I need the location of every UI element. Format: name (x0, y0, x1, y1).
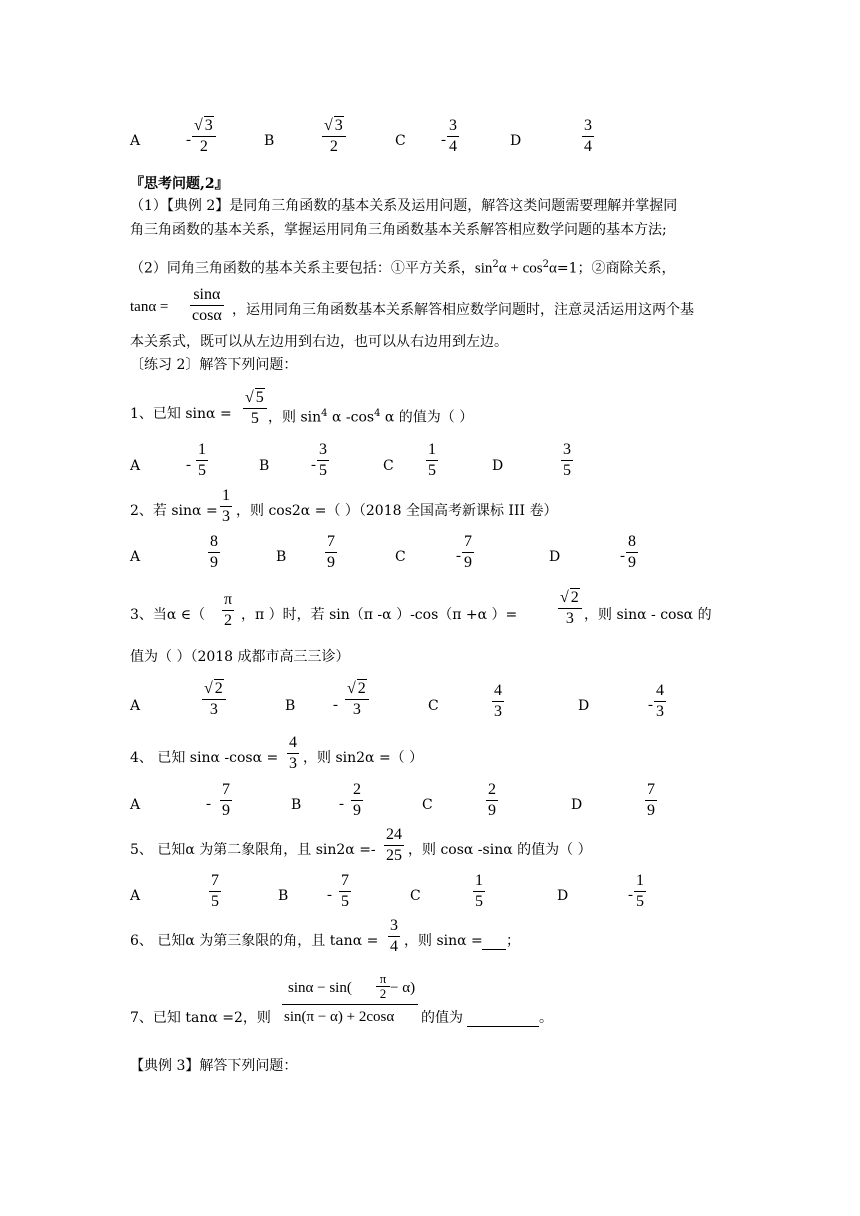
q5-option-a-fraction (209, 871, 221, 912)
q0-option-d-den: 4 (584, 138, 592, 155)
q0-option-c-fraction (447, 116, 459, 157)
q2-option-b-fraction (325, 532, 337, 573)
practice-title: 〔练习 2〕解答下列问题： (130, 357, 298, 373)
q4-option-c-den: 9 (488, 802, 496, 819)
q0-option-b-fraction: √ 3 2 (322, 116, 346, 157)
q4-option-d-letter: D (571, 797, 583, 813)
think-p2-line1 (130, 256, 676, 278)
q6-post: ，则 sinα = (404, 933, 483, 949)
q0-option-b-letter: B (264, 133, 275, 149)
q4-option-c-letter: C (422, 797, 433, 813)
q1-option-a-sign: - (186, 457, 191, 473)
q4-option-b-den: 9 (353, 802, 361, 819)
q1-option-c-den: 5 (428, 462, 436, 479)
q7-end: 。 (539, 1010, 553, 1026)
q5-option-d-num: 1 (636, 872, 644, 889)
q2-option-a-num: 8 (210, 533, 218, 550)
think-p2-plus: + (506, 260, 523, 277)
q1-option-a-letter: A (130, 458, 141, 474)
think-p2-quotient-den: cosα (192, 307, 222, 324)
q2-option-d-num: 8 (628, 533, 636, 550)
q6-value-den: 4 (390, 938, 398, 955)
q4-option-b-num: 2 (353, 781, 361, 798)
q5-pre: 5、 已知α 为第二象限角，且 sin2α =- (130, 842, 376, 858)
q3-option-c-letter: C (428, 698, 439, 714)
q3-option-c-num: 4 (494, 682, 502, 699)
q2-pre: 2、若 sinα = (130, 503, 218, 519)
q4-value-den: 3 (289, 755, 297, 772)
q1-pre: 1、已知 sinα = (130, 406, 232, 422)
q1-option-a-den: 5 (198, 462, 206, 479)
q7-fraction (282, 971, 418, 1034)
q2-option-a-letter: A (130, 549, 141, 565)
q3-option-d-num: 4 (656, 682, 664, 699)
q5-option-c-num: 1 (475, 872, 483, 889)
q1-mid2: α -cos (331, 409, 375, 426)
q3-option-b-letter: B (285, 698, 296, 714)
q3-option-a-letter: A (130, 698, 141, 714)
q4-option-b-letter: B (291, 797, 302, 813)
think-p2-sq1: 2 (492, 259, 499, 270)
q6-value-fraction (388, 916, 400, 957)
think-heading: 『思考问题,2』 (130, 176, 229, 192)
q0-option-d-num: 3 (584, 117, 592, 134)
q3-option-c-den: 3 (494, 703, 502, 720)
q5-option-a-letter: A (130, 888, 141, 904)
q3-pi-den: 2 (224, 612, 233, 629)
q0-option-a-den: 2 (199, 138, 208, 155)
q5-option-b-fraction (339, 871, 351, 912)
q4-pre: 4、 已知 sinα -cosα = (130, 750, 279, 766)
q5-option-d-letter: D (557, 888, 569, 904)
think-p2-quotient-num: sinα (193, 286, 221, 303)
q4-option-c-num: 2 (488, 781, 496, 798)
q1-mid: ，则 sin (268, 409, 322, 426)
example3-title: 【典例 3】解答下列问题： (130, 1058, 298, 1074)
q4-option-d-fraction (645, 780, 657, 821)
q3-option-b-den: 3 (352, 701, 361, 718)
q5-option-c-letter: C (410, 888, 421, 904)
q6-answer-blank[interactable] (482, 932, 506, 950)
q7-num-a: sinα − sin( (288, 980, 352, 996)
q3-option-d-fraction (654, 681, 666, 722)
q3-option-b-num: 2 (357, 680, 366, 697)
q5-option-a-num: 7 (211, 872, 219, 889)
q4-option-b-sign: - (339, 796, 344, 812)
q7-den: sin(π − α) + 2cosα (284, 1009, 395, 1025)
q4-value-num: 4 (289, 734, 297, 751)
q0-option-c-den: 4 (449, 138, 457, 155)
q4-option-a-num: 7 (222, 781, 230, 798)
q1-option-b-sign: - (311, 457, 316, 473)
think-p2-intro: （2）同角三角函数的基本关系主要包括：①平方关系， (130, 260, 475, 277)
think-p2-tan: tanα = (130, 299, 169, 315)
q6-end: ； (506, 933, 520, 949)
q7-num-pi: π (379, 971, 387, 986)
q7-num-b: − α) (390, 980, 416, 996)
q5-option-a-den: 5 (211, 893, 219, 910)
think-p2-alpha2: α (549, 260, 557, 277)
q2-option-d-letter: D (549, 549, 561, 565)
q0-option-a-fraction: √ 3 2 (192, 116, 216, 157)
q3-value-den: 3 (565, 610, 574, 627)
q1-option-b-den: 5 (319, 462, 327, 479)
q2-option-d-den: 9 (628, 554, 636, 571)
q5-option-d-den: 5 (636, 893, 644, 910)
q5-option-b-letter: B (278, 888, 289, 904)
q0-option-c-num: 3 (449, 117, 457, 134)
q3-pi-num: π (224, 591, 233, 608)
q0-option-d-letter: D (510, 133, 522, 149)
q3-mid: ，π ）时，若 sin（π -α ）-cos（π +α ）= (241, 607, 518, 623)
q3-option-d-letter: D (578, 698, 590, 714)
q2-option-d-sign: - (620, 548, 625, 564)
q2-option-a-fraction (208, 532, 220, 573)
q1-value-num: 5 (255, 389, 264, 406)
q2-value-fraction (220, 486, 232, 527)
q1-option-c-letter: C (383, 458, 394, 474)
q1-option-a-fraction (196, 440, 208, 481)
q7-num-two: 2 (379, 986, 387, 1001)
q5-value-den: 25 (386, 847, 402, 864)
q1-option-b-fraction (317, 440, 329, 481)
q1-option-d-fraction (561, 440, 573, 481)
think-p2-sq2: 2 (542, 259, 549, 270)
q3-option-b-sign: - (333, 697, 338, 713)
q4-option-a-fraction (220, 780, 232, 821)
think-p2-eq1: =1；②商除关系， (556, 260, 676, 277)
q3-interval-fraction (222, 590, 234, 631)
q0-option-a-num: 3 (204, 117, 213, 134)
q3-value-num: 2 (570, 589, 579, 606)
q0-option-d-fraction (582, 116, 594, 157)
q5-option-c-den: 5 (475, 893, 483, 910)
q2-post: ，则 cos2α =（ ）（2018 全国高考新课标 III 卷） (236, 503, 558, 519)
think-p2-line2: ，运用同角三角函数基本关系解答相应数学问题时，注意灵活运用这两个基 (232, 302, 694, 318)
q5-option-c-fraction (473, 871, 485, 912)
q4-option-b-fraction (351, 780, 363, 821)
q5-option-b-num: 7 (341, 872, 349, 889)
q6-value-num: 3 (390, 917, 398, 934)
q1-end: α 的值为（ ） (384, 409, 474, 426)
q0-option-a-sign: - (186, 132, 191, 148)
q1-stem (268, 405, 473, 427)
q5-option-d-sign: - (628, 887, 633, 903)
think-p2-sin: sin (474, 260, 493, 277)
q2-option-b-den: 9 (327, 554, 335, 571)
q3-line2: 值为（ ）（2018 成都市高三三诊） (130, 649, 350, 665)
q3-option-b-fraction: √ 2 3 (345, 679, 369, 720)
q3-pre: 3、当α ∈（ (130, 607, 206, 623)
q1-option-c-fraction (426, 440, 438, 481)
q2-option-c-num: 7 (464, 533, 472, 550)
q5-value-fraction (384, 825, 404, 866)
q1-option-c-num: 1 (428, 441, 436, 458)
q6-pre: 6、 已知α 为第三象限的角，且 tanα = (130, 933, 379, 949)
q5-value-num: 24 (386, 826, 402, 843)
q4-option-d-num: 7 (647, 781, 655, 798)
think-p1-line2: 角三角函数的基本关系，掌握运用同角三角函数基本关系解答相应数学问题的基本方法; (130, 222, 667, 238)
q3-post: ，则 sinα - cosα 的 (584, 607, 712, 623)
q1-value-fraction: √ 5 5 (243, 388, 267, 429)
q3-option-c-fraction (492, 681, 504, 722)
q1-option-b-letter: B (259, 458, 270, 474)
q0-option-b-den: 2 (329, 138, 338, 155)
q1-value-den: 5 (250, 410, 259, 427)
q5-option-b-den: 5 (341, 893, 349, 910)
q4-value-fraction (287, 733, 299, 774)
q2-value-num: 1 (222, 487, 230, 504)
q4-option-a-sign: - (206, 796, 211, 812)
q2-option-a-den: 9 (210, 554, 218, 571)
q3-value-fraction: √ 2 3 (558, 588, 582, 629)
q3-option-d-sign: - (648, 697, 653, 713)
q1-option-d-den: 5 (563, 462, 571, 479)
q0-option-c-letter: C (395, 133, 406, 149)
q5-post: ，则 cosα -sinα 的值为（ ） (408, 842, 592, 858)
q0-option-a-letter: A (130, 133, 141, 149)
q3-option-d-den: 3 (656, 703, 664, 720)
q2-option-b-num: 7 (327, 533, 335, 550)
think-p2-cos: cos (522, 260, 543, 277)
think-p2-quotient (190, 285, 224, 326)
q4-option-d-den: 9 (647, 802, 655, 819)
q2-option-c-den: 9 (464, 554, 472, 571)
q1-exp2: 4 (374, 408, 381, 419)
think-p2-alpha1: α (498, 260, 507, 277)
q3-option-a-num: 2 (214, 680, 223, 697)
think-p2-line3: 本关系式，既可以从左边用到右边，也可以从右边用到左边。 (130, 334, 508, 350)
q2-option-c-fraction (462, 532, 474, 573)
think-p1-line1: （1）【典例 2】是同角三角函数的基本关系及运用问题，解答这类问题需要理解并掌握同 (130, 198, 678, 214)
q0-option-b-num: 3 (334, 117, 343, 134)
q1-option-b-num: 3 (319, 441, 327, 458)
q4-option-a-den: 9 (222, 802, 230, 819)
q4-post: ，则 sin2α =（ ） (303, 750, 424, 766)
q2-value-den: 3 (222, 508, 230, 525)
q2-option-c-letter: C (395, 549, 406, 565)
q1-option-a-num: 1 (198, 441, 206, 458)
q7-answer-blank[interactable] (467, 1009, 539, 1027)
q0-option-c-sign: - (441, 132, 446, 148)
q2-option-c-sign: - (456, 548, 461, 564)
q7-num-pi-frac (376, 972, 390, 1001)
q4-option-a-letter: A (130, 797, 141, 813)
q2-option-d-fraction (626, 532, 638, 573)
q2-option-b-letter: B (276, 549, 287, 565)
q1-exp1: 4 (321, 408, 328, 419)
q5-option-b-sign: - (327, 887, 332, 903)
q3-option-a-den: 3 (209, 701, 218, 718)
q7-post: 的值为 (421, 1010, 463, 1026)
q4-option-c-fraction (486, 780, 498, 821)
q1-option-d-num: 3 (563, 441, 571, 458)
q7-pre: 7、已知 tanα =2，则 (130, 1010, 271, 1026)
q1-option-d-letter: D (492, 458, 504, 474)
q5-option-d-fraction (634, 871, 646, 912)
q3-option-a-fraction: √ 2 3 (202, 679, 226, 720)
